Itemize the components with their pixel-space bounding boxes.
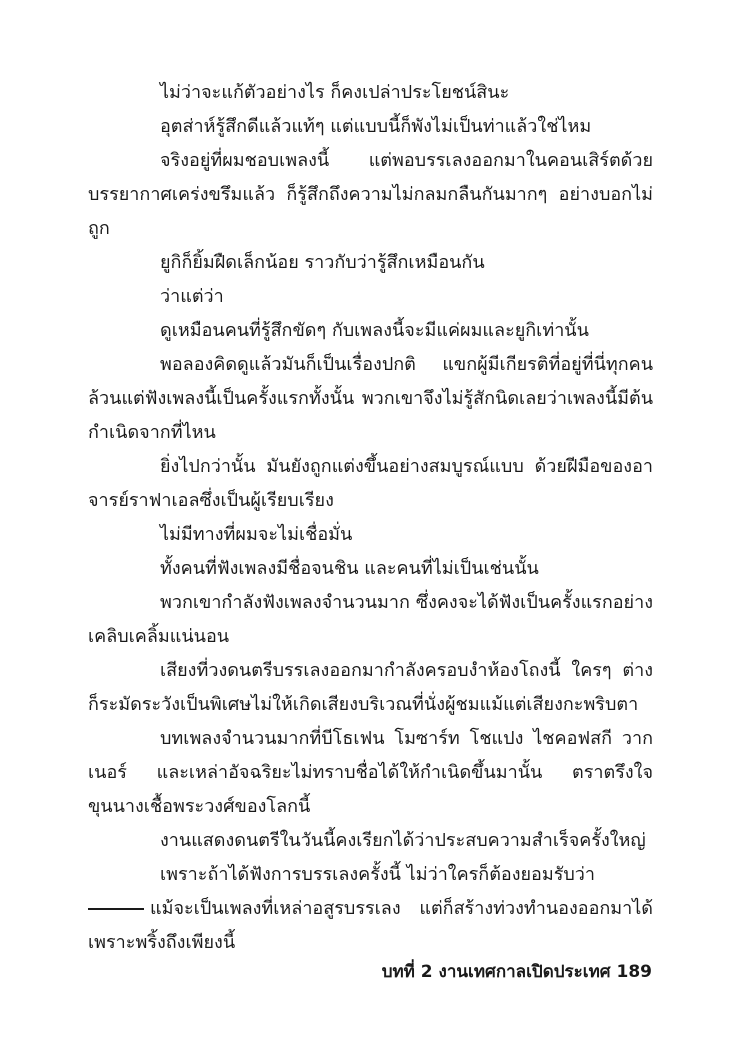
paragraph: ว่าแต่ว่า xyxy=(160,286,224,307)
paragraph: บทเพลงจำนวนมากที่บีโธเฟน โมซาร์ท โชแปง ไชคอฟสกี วากเนอร์ และเหล่าอัจฉริยะไม่ทราบชื่อได้ให้กำเนิดขึ้นมานั้น ตราตรึงใจขุนนางเชื้อพระวงศ์ของโลกนี้ xyxy=(88,728,653,817)
paragraph: ยิ่งไปกว่านั้น มันยังถูกแต่งขึ้นอย่างสมบูรณ์แบบ ด้วยฝีมือของอาจารย์ราฟาเอลซึ่งเป็นผู้เรียบเรียง xyxy=(88,456,653,511)
paragraph: ไม่ว่าจะแก้ตัวอย่างไร ก็คงเปล่าประโยชน์สินะ xyxy=(160,82,510,103)
paragraph: ไม่มีทางที่ผมจะไม่เชื่อมั่น xyxy=(160,524,353,545)
paragraph: งานแสดงดนตรีในวันนี้คงเรียกได้ว่าประสบความสำเร็จครั้งใหญ่ xyxy=(160,830,646,851)
paragraph: อุตส่าห์รู้สึกดีแล้วแท้ๆ แต่แบบนี้ก็พังไม่เป็นท่าแล้วใช่ไหม xyxy=(160,116,592,137)
paragraph: เพราะถ้าได้ฟังการบรรเลงครั้งนี้ ไม่ว่าใครก็ต้องยอมรับว่า xyxy=(160,864,596,885)
paragraph: พอลองคิดดูแล้วมันก็เป็นเรื่องปกติ แขกผู้มีเกียรติที่อยู่ที่นี่ทุกคนล้วนแต่ฟังเพลงนี้เป็นครั้งแรกทั้งนั้น พวกเขาจึงไม่รู้สักนิดเลยว่าเพลงนี้มีต้นกำเนิดจากที่ไหน xyxy=(88,354,653,443)
paragraph: พวกเขากำลังฟังเพลงจำนวนมาก ซึ่งคงจะได้ฟังเป็นครั้งแรกอย่างเคลิบเคลิ้มแน่นอน xyxy=(88,592,653,647)
paragraph-with-dash xyxy=(88,892,653,960)
paragraph: ดูเหมือนคนที่รู้สึกขัดๆ กับเพลงนี้จะมีแค่ผมและยูกิเท่านั้น xyxy=(160,320,589,341)
body-text xyxy=(88,76,653,960)
paragraph-text: แม้จะเป็นเพลงที่เหล่าอสูรบรรเลง แต่ก็สร้างท่วงทำนองออกมาได้เพราะพริ้งถึงเพียงนี้ xyxy=(88,898,653,953)
paragraph: ยูกิก็ยิ้มฝืดเล็กน้อย ราวกับว่ารู้สึกเหมือนกัน xyxy=(160,252,485,273)
paragraph: เสียงที่วงดนตรีบรรเลงออกมากำลังครอบงำห้องโถงนี้ ใครๆ ต่างก็ระมัดระวังเป็นพิเศษไม่ให้เกิดเสียงบริเวณที่นั่งผู้ชมแม้แต่เสียงกะพริบตา xyxy=(88,660,653,715)
paragraph: ทั้งคนที่ฟังเพลงมีชื่อจนชิน และคนที่ไม่เป็นเช่นนั้น xyxy=(160,558,539,579)
page-footer: บทที่ 2 งานเทศกาลเปิดประเทศ 189 xyxy=(381,962,652,982)
em-dash-rule xyxy=(88,908,144,910)
paragraph: จริงอยู่ที่ผมชอบเพลงนี้ แต่พอบรรเลงออกมาในคอนเสิร์ตด้วยบรรยากาศเคร่งขรึมแล้ว ก็รู้สึกถึงความไม่กลมกลืนกันมากๆ อย่างบอกไม่ถูก xyxy=(88,150,653,239)
